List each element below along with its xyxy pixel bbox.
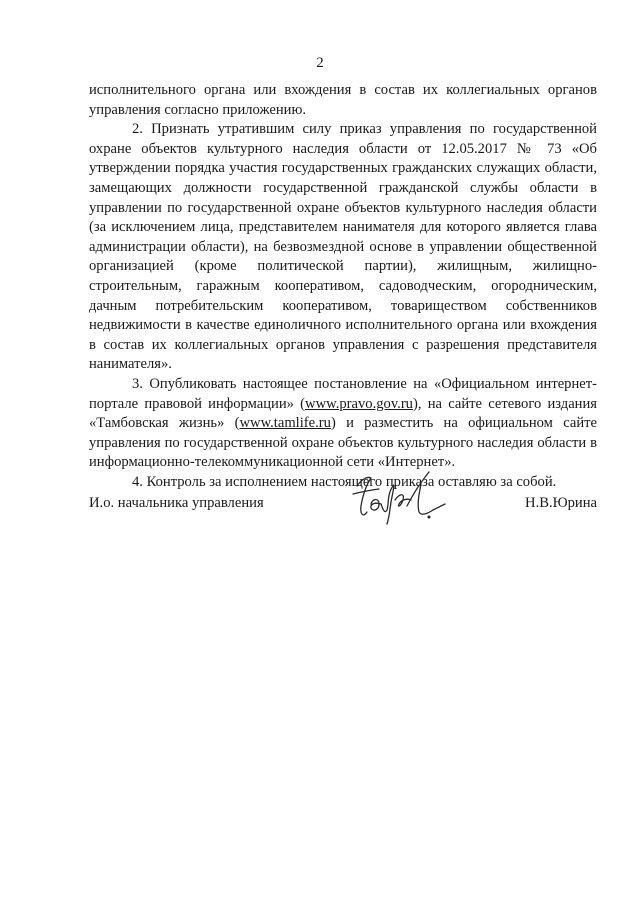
pravo-link[interactable]: www.pravo.gov.ru — [305, 395, 413, 412]
document-body — [89, 81, 597, 492]
paragraph-item-3-text-a: 3. Опубликовать настоящее постановление на «Официальном интернет-портале правовой информации» ( — [89, 375, 597, 412]
signatory-position: И.о. начальника управления — [89, 495, 264, 511]
paragraph-continuation: исполнительного органа или вхождения в состав их коллегиальных органов управления согласно приложению. — [89, 82, 597, 118]
paragraph-item-4: 4. Контроль за исполнением настоящего приказа оставляю за собой. — [132, 473, 557, 490]
handwritten-signature — [337, 464, 457, 534]
signature-block — [89, 486, 597, 536]
paragraph-item-3 — [89, 375, 597, 473]
paragraph-item-3-text-c: ) и разместить на официальном сайте управления по государственной охране объектов культурного наследия области в информационно-телекоммуникационной сети «Интернет». — [89, 415, 598, 471]
page-number: 2 — [316, 55, 324, 71]
paragraph-item-3-text-b: ), на сайте сетевого издания «Тамбовская жизнь» ( — [89, 395, 598, 432]
paragraph-item-2: 2. Признать утратившим силу приказ управления по государственной охране объектов культурного наследия области от 12.05.2017 № 73 «Об утверждении порядка участия государственных гражданских служащих области, замещающих должности государственной гражданской службы области в управлении по государственной охране объектов культурного наследия области (за исключением лица, представителем нанимателя для которого является глава администрации области), на безвозмездной основе в управлении общественной организацией (кроме политической партии), жилищным, жилищно-строительным, гаражным кооперативом, садоводческим, огородническим, дачным потребительским кооперативом, товариществом собственников недвижимости в качестве единоличного исполнительного органа или вхождения в состав их коллегиальных органов управления с разрешения представителя нанимателя». — [89, 121, 597, 373]
tamlife-link[interactable]: www.tamlife.ru — [239, 415, 331, 432]
signatory-name: Н.В.Юрина — [525, 495, 597, 511]
